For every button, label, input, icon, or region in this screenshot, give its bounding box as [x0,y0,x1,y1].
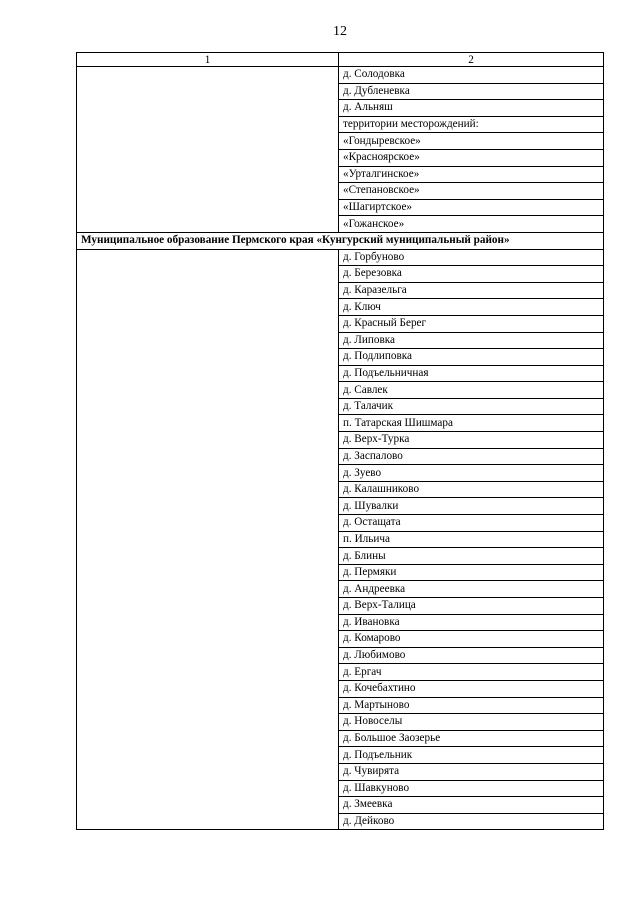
settlement-cell: д. Дейково [339,813,604,830]
settlement-cell: д. Красный Берег [339,315,604,332]
settlement-cell: д. Остащата [339,515,604,532]
settlement-cell: д. Новоселы [339,714,604,731]
settlement-cell: «Гондыревское» [339,133,604,150]
settlement-cell: д. Подлиповка [339,349,604,366]
section-title: Муниципальное образование Пермского края «Кунгурский муниципальный район» [77,232,604,249]
settlement-cell: д. Ивановка [339,614,604,631]
settlement-cell: «Степановское» [339,183,604,200]
table-row [77,67,604,84]
settlement-cell: д. Ключ [339,299,604,316]
settlement-cell: д. Подъельничная [339,365,604,382]
settlement-cell: д. Кочебахтино [339,680,604,697]
settlement-cell: д. Подъельник [339,747,604,764]
settlement-cell: д. Любимово [339,647,604,664]
municipality-cell [77,249,339,830]
settlement-cell: д. Мартыново [339,697,604,714]
settlement-cell: д. Большое Заозерье [339,730,604,747]
settlement-cell: д. Зуево [339,465,604,482]
settlement-cell: д. Ергач [339,664,604,681]
settlement-cell: д. Верх-Турка [339,432,604,449]
municipality-cell [77,67,339,233]
settlement-cell: «Урталгинское» [339,166,604,183]
settlement-cell: д. Блины [339,548,604,565]
settlement-cell: д. Шавкуново [339,780,604,797]
settlement-cell: д. Липовка [339,332,604,349]
settlement-cell: д. Комарово [339,631,604,648]
settlement-cell: «Гожанское» [339,216,604,233]
settlement-cell: д. Талачик [339,398,604,415]
settlement-cell: д. Чувирята [339,763,604,780]
column-header-1: 1 [77,53,339,67]
settlement-cell: д. Горбуново [339,249,604,266]
settlement-cell: д. Калашниково [339,481,604,498]
settlement-cell: территории месторождений: [339,116,604,133]
settlement-cell: д. Заспалово [339,448,604,465]
settlement-cell: д. Березовка [339,266,604,283]
settlement-cell: д. Альняш [339,100,604,117]
settlement-cell: п. Ильича [339,531,604,548]
settlement-cell: д. Андреевка [339,581,604,598]
settlement-cell: д. Солодовка [339,67,604,84]
settlement-cell: д. Шувалки [339,498,604,515]
settlement-cell: д. Верх-Талица [339,598,604,615]
section-row [77,232,604,249]
settlement-cell: п. Татарская Шишмара [339,415,604,432]
settlement-cell: «Шагиртское» [339,199,604,216]
settlement-cell: «Красноярское» [339,149,604,166]
page-number: 12 [333,24,347,39]
settlement-cell: д. Дубленевка [339,83,604,100]
table-header-row [77,53,604,67]
settlement-cell: д. Савлек [339,382,604,399]
settlement-cell: д. Змеевка [339,797,604,814]
settlement-cell: д. Пермяки [339,564,604,581]
settlements-table [76,52,604,830]
table-row [77,249,604,266]
settlement-cell: д. Каразельга [339,282,604,299]
column-header-2: 2 [339,53,604,67]
